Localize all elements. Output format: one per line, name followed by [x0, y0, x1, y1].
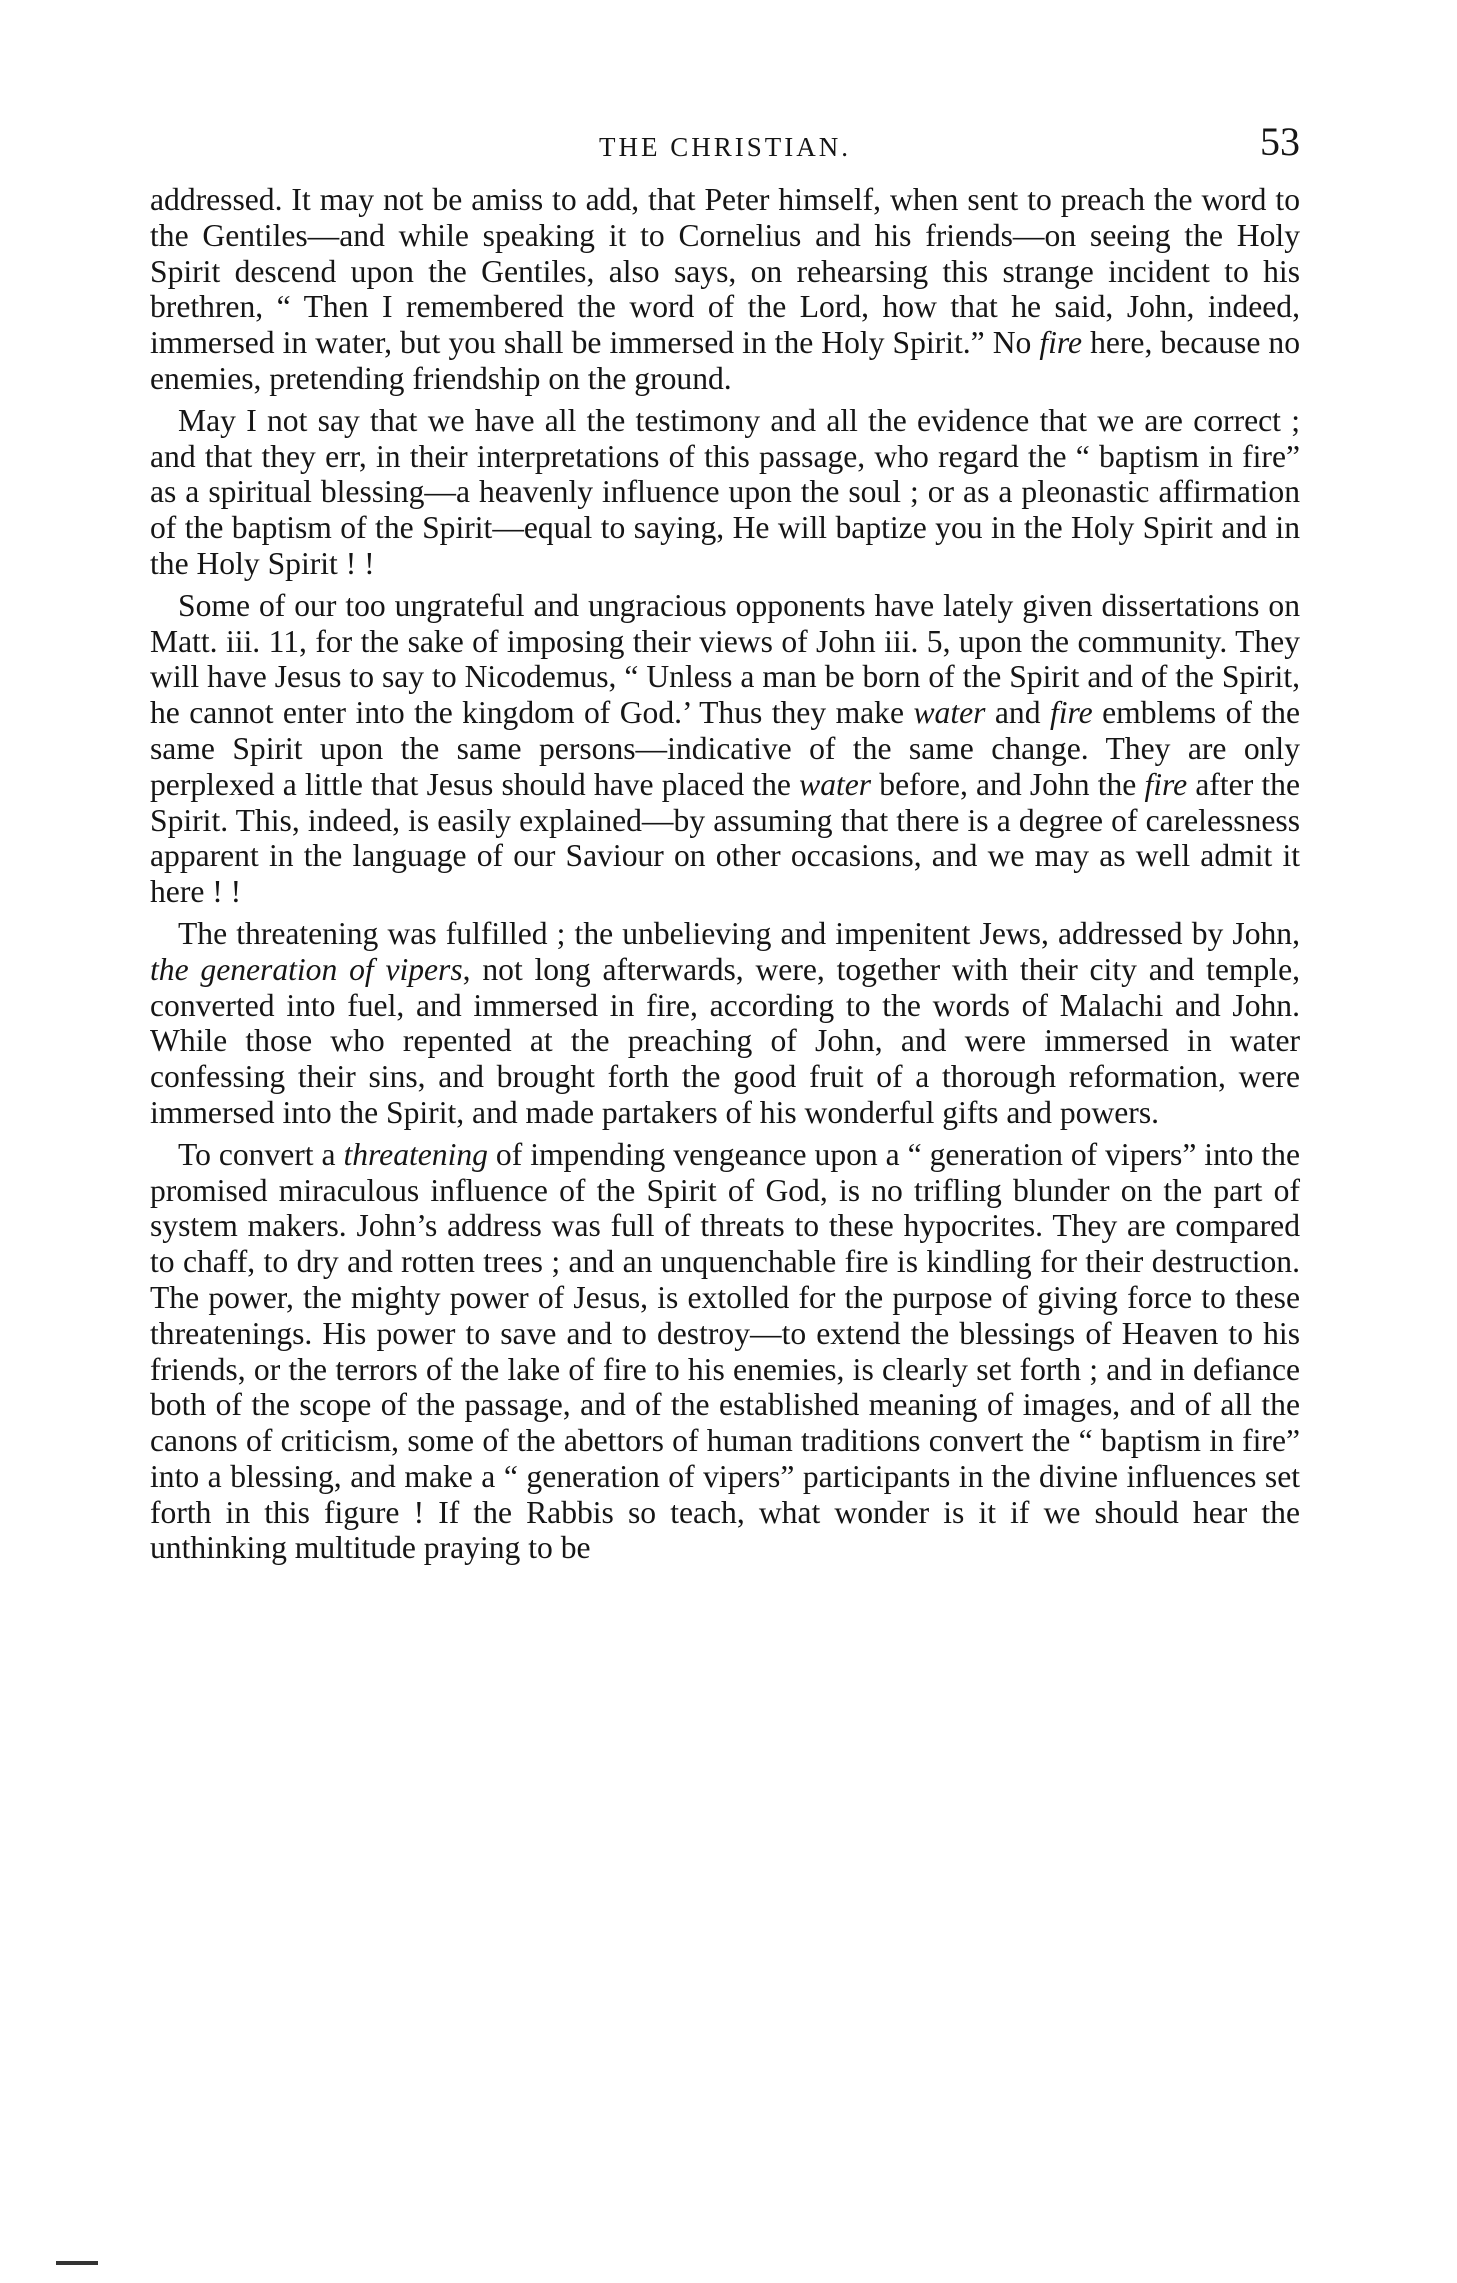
text-run: Some of our too ungrateful and ungracious opponents have lately given dissertations on Matt. iii. 11, for the sake of imposing their views of John iii. 5, upon the community. They will have Jesus to say to Nicodemus, “ Unless a man be born of the Spirit and of the Spirit, he cannot enter into the kingdom of God.’ Thus they make [150, 587, 1300, 731]
italic-text: fire [1049, 695, 1093, 731]
running-title: THE CHRISTIAN. [599, 132, 851, 162]
text-run: after the Spirit. This, indeed, is easily explained—by assuming that there is a degree of carelessness apparent in the language of our Saviour on other occasions, and we may as well admit it here ! ! [150, 766, 1300, 910]
text-run: The threatening was fulfilled ; the unbelieving and impenitent Jews, addressed by John, [178, 915, 1300, 951]
text-run: and [985, 695, 1050, 731]
paragraph-1 [150, 182, 1300, 397]
paragraph-4 [150, 916, 1300, 1131]
italic-text: fire [1144, 766, 1188, 802]
italic-text: water [913, 695, 986, 731]
italic-text: water [799, 766, 872, 802]
italic-text: the generation of vipers [150, 951, 463, 987]
italic-text: threatening [343, 1136, 488, 1172]
paragraph-3 [150, 588, 1300, 910]
book-page [150, 118, 1300, 1566]
paragraph-2 [150, 403, 1300, 582]
page-number: 53 [1260, 119, 1300, 164]
text-run: To convert a [178, 1136, 344, 1172]
paragraph-5 [150, 1137, 1300, 1567]
text-run: May I not say that we have all the testimony and all the evidence that we are correct ; and that they err, in their interpretations of this passage, who regard the “ baptism in fire” as a spiritual blessing—a heavenly influence upon the soul ; or as a pleonastic affirmation of the baptism of the Spirit—equal to saying, He will baptize you in the Holy Spirit and in the Holy Spirit ! ! [150, 402, 1300, 581]
text-run: , not long afterwards, were, together with their city and temple, converted into fuel, and immersed in fire, according to the words of Malachi and John. While those who repented at the preaching of John, and were immersed in water confessing their sins, and brought forth the good fruit of a thorough reformation, were immersed into the Spirit, and made partakers of his wonderful gifts and powers. [150, 951, 1300, 1130]
page-header [150, 118, 1300, 182]
body-text [150, 182, 1300, 1566]
text-run: addressed. It may not be amiss to add, that Peter himself, when sent to preach the word to the Gentiles—and while speaking it to Cornelius and his friends—on seeing the Holy Spirit descend upon the Gentiles, also says, on rehearsing this strange incident to his brethren, “ Then I remembered the word of the Lord, how that he said, John, indeed, immersed in water, but you shall be immersed in the Holy Spirit.” No [150, 182, 1300, 361]
printer-mark [56, 2261, 98, 2265]
text-run: before, and John the [871, 766, 1145, 802]
italic-text: fire [1039, 325, 1083, 361]
text-run: here, because no enemies, pretending friendship on the ground. [150, 325, 1301, 396]
text-run: of impending vengeance upon a “ generation of vipers” into the promised miraculous influence of the Spirit of God, is no trifling blunder on the part of system makers. John’s address was full of threats to these hypocrites. They are compared to chaff, to dry and rotten trees ; and an unquenchable fire is kindling for their destruction. The power, the mighty power of Jesus, is extolled for the purpose of giving force to these threatenings. His power to save and to destroy—to extend the blessings of Heaven to his friends, or the terrors of the lake of fire to his enemies, is clearly set forth ; and in defiance both of the scope of the passage, and of the established meaning of images, and of all the canons of criticism, some of the abettors of human traditions convert the “ baptism in fire” into a blessing, and make a “ generation of vipers” participants in the divine influences set forth in this figure ! If the Rabbis so teach, what wonder is it if we should hear the unthinking multitude praying to be [150, 1136, 1300, 1566]
text-run: emblems of the same Spirit upon the same persons—indicative of the same change. They are only perplexed a little that Jesus should have placed the [150, 695, 1300, 802]
